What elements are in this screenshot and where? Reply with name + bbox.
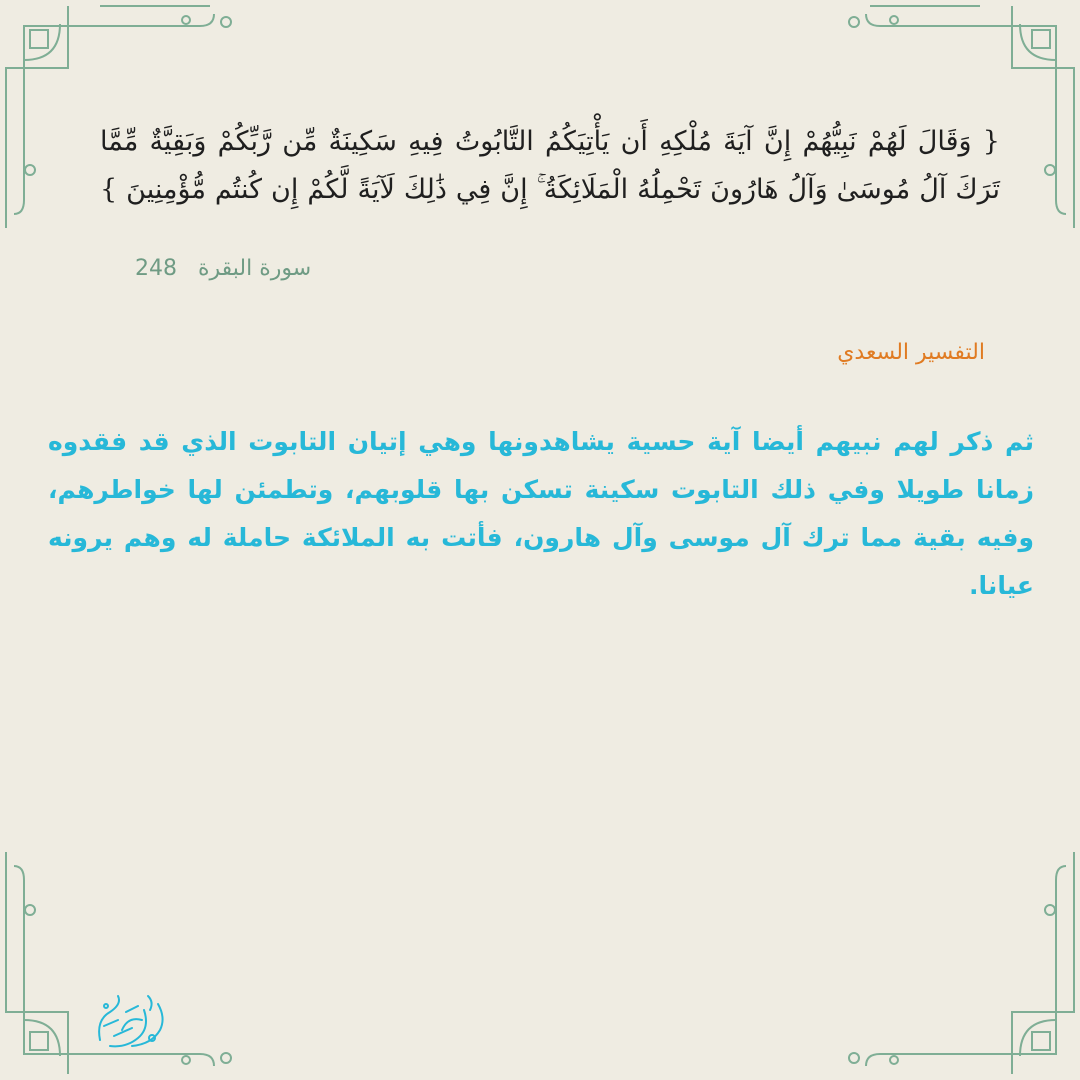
surah-name: سورة البقرة <box>198 256 312 281</box>
calligraphy-logo-icon <box>92 990 170 1052</box>
quran-verse: { وَقَالَ لَهُمْ نَبِيُّهُمْ إِنَّ آيَةَ مُلْكِهِ أَن يَأْتِيَكُمُ التَّابُوتُ فِيهِ سَكِينَةٌ مِّن رَّبِّكُمْ وَبَقِيَّةٌ مِّمَّا تَرَكَ آلُ مُوسَىٰ وَآلُ هَارُونَ تَحْمِلُهُ الْمَلَائِكَةُ ۚ إِنَّ فِي ذَٰلِكَ لَآيَةً لَّكُمْ إِن كُنتُم مُّؤْمِنِينَ } <box>100 126 1000 205</box>
tafsir-body: ثم ذكر لهم نبيهم أيضا آية حسية يشاهدونها وهي إتيان التابوت الذي قد فقدوه زمانا طويلا وفي ذلك التابوت سكينة تسكن بها قلوبهم، وتطمئن لها خواطرهم، وفيه بقية مما ترك آل موسى وآل هارون، فأتت به الملائكة حاملة له وهم يرونه عيانا. <box>48 427 1034 600</box>
ayah-number: 248 <box>135 256 177 281</box>
tafsir-title: التفسير السعدي <box>837 340 985 365</box>
corner-ornament-bottom-right <box>849 852 1074 1074</box>
verse-reference <box>135 256 311 281</box>
